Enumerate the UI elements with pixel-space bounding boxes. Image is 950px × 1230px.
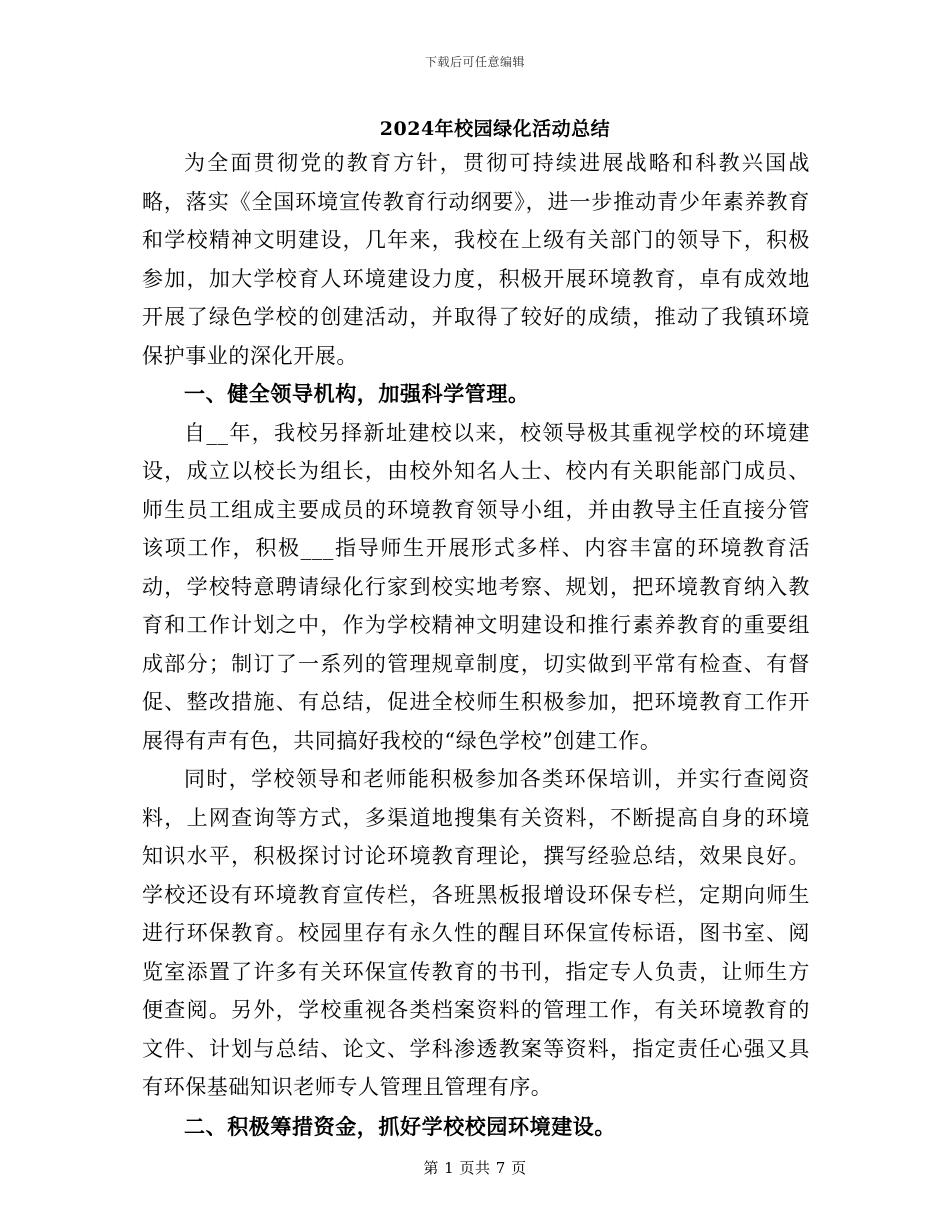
paragraph-intro: 为全面贯彻党的教育方针，贯彻可持续进展战略和科教兴国战略，落实《全国环境宣传教育行动纲要》，进一步推动青少年素养教育和学校精神文明建设，几年来，我校在上级有关部门的领导下，积极参加，加大学校育人环境建设力度，积极开展环境教育，卓有成效地开展了绿色学校的创建活动，并取得了较好的成绩，推动了我镇环境保护事业的深化开展。 [142,151,810,368]
page-number: 第 1 页共 7 页 [423,1159,527,1177]
section-heading-2: 二、积极筹措资金，抓好学校校园环境建设。 [184,1113,616,1139]
paragraph-training: 同时，学校领导和老师能积极参加各类环保培训，并实行查阅资料，上网查询等方式，多渠道地搜集有关资料，不断提高自身的环境知识水平，积极探讨讨论环境教育理论，撰写经验总结，效果良好。学校还设有环境教育宣传栏，各班黑板报增设环保专栏，定期向师生进行环保教育。校园里存有永久性的醒目环保宣传标语，图书室、阅览室添置了许多有关环保宣传教育的书刊，指定专人负责，让师生方便查阅。另外，学校重视各类档案资料的管理工作，有关环境教育的文件、计划与总结、论文、学科渗透教案等资料，指定责任心强又具有环保基础知识老师专人管理且管理有序。 [142,767,810,1099]
header-note: 下载后可任意编辑 [424,55,525,69]
document-title: 2024年校园绿化活动总结 [379,118,611,140]
document-body [142,144,810,1146]
section-heading-1: 一、健全领导机构，加强科学管理。 [184,381,530,406]
paragraph-leadership: 自__年，我校另择新址建校以来，校领导极其重视学校的环境建设，成立以校长为组长，由校外知名人士、校内有关职能部门成员、师生员工组成主要成员的环境教育领导小组，并由教导主任直接分管该项工作，积极___指导师生开展形式多样、内容丰富的环境教育活动，学校特意聘请绿化行家到校实地考察、规划，把环境教育纳入教育和工作计划之中，作为学校精神文明建设和推行素养教育的重要组成部分；制订了一系列的管理规章制度，切实做到平常有检查、有督促、整改措施、有总结，促进全校师生积极参加，把环境教育工作开展得有声有色，共同搞好我校的“绿色学校”创建工作。 [142,420,810,753]
